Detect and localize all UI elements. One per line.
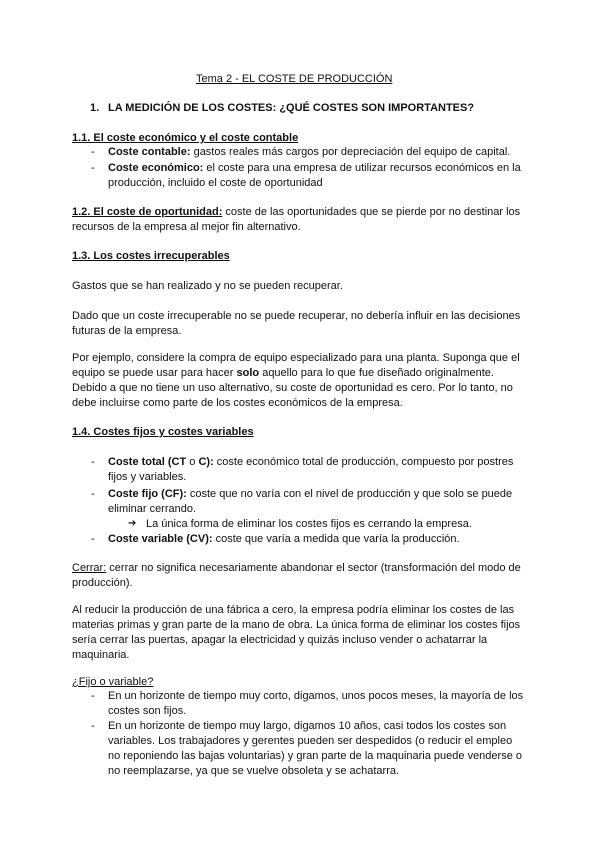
paragraph-line: debe incluirse como parte de los costes económicos de la empresa. <box>72 397 403 409</box>
list-item <box>108 455 513 469</box>
list-item <box>108 161 521 175</box>
list-item-continuation: producción, incluido el coste de oportunidad <box>108 177 323 189</box>
list-item <box>108 532 460 546</box>
definition: gastos reales más cargos por depreciación del equipo de capital. <box>190 146 511 158</box>
paragraph-line: sería cerrar las puertas, apagar la electricidad y quizás incluso vender o achatarrar la <box>72 634 488 646</box>
definition: coste de las oportunidades que se pierde por no destinar los <box>222 206 521 218</box>
term: Coste económico: <box>108 162 204 174</box>
term: Coste contable: <box>108 146 191 158</box>
paragraph-line: Debido a que no tiene un uso alternativo, su coste de oportunidad es cero. Por lo tanto, no <box>72 382 513 394</box>
list-item: En un horizonte de tiempo muy largo, digamos 10 años, casi todos los costes son <box>108 720 507 732</box>
arrow-icon: ➔ <box>128 518 137 529</box>
definition: coste que varía a medida que varía la producción. <box>212 533 460 545</box>
definition: cerrar no significa necesariamente abandonar el sector (transformación del modo de <box>106 562 521 574</box>
paragraph: Gastos que se han realizado y no se pueden recuperar. <box>72 280 343 292</box>
term-cerrar: Cerrar: <box>72 562 107 574</box>
list-item-continuation: eliminar cerrando. <box>108 503 197 515</box>
paragraph-1-2 <box>72 205 520 219</box>
bullet-dash: - <box>91 456 95 468</box>
bullet-dash: - <box>91 720 95 732</box>
list-item-continuation: costes son fijos. <box>108 705 187 717</box>
paragraph-line <box>72 561 521 575</box>
definition: coste que no varía con el nivel de producción y que solo se puede <box>186 488 513 500</box>
list-item <box>108 487 512 501</box>
list-item: En un horizonte de tiempo muy corto, digamos, unos pocos meses, la mayoría de los <box>108 690 524 702</box>
subheading-fijo-variable: ¿Fijo o variable? <box>72 676 154 688</box>
subsection-heading-1-2: 1.2. El coste de oportunidad: <box>72 206 223 218</box>
term: Coste fijo (CF): <box>108 488 187 500</box>
paragraph-line: Por ejemplo, considere la compra de equipo especializado para una planta. Suponga que el <box>72 352 520 364</box>
text: o <box>186 456 199 468</box>
sub-list-item: La única forma de eliminar los costes fijos es cerrando la empresa. <box>146 518 472 530</box>
bullet-dash: - <box>91 146 95 158</box>
list-item <box>108 145 510 159</box>
list-item-continuation: fijos y variables. <box>108 471 187 483</box>
page-title: Tema 2 - EL COSTE DE PRODUCCIÓN <box>196 73 393 85</box>
subsection-heading-1-4: 1.4. Costes fijos y costes variables <box>72 426 254 438</box>
bullet-dash: - <box>91 690 95 702</box>
paragraph-line: Dado que un coste irrecuperable no se puede recuperar, no debería influir en las decisiones <box>72 310 521 322</box>
term: C): <box>198 456 214 468</box>
subsection-heading-1-3: 1.3. Los costes irrecuperables <box>72 250 230 262</box>
paragraph-line: producción). <box>72 577 133 589</box>
list-item-continuation: no reponiendo las bajas voluntarias) y gran parte de la maquinaria puede venderse o <box>108 750 522 762</box>
paragraph-line: materias primas y gran parte de la mano de obra. La única forma de eliminar los costes fijos <box>72 619 521 631</box>
paragraph-line: maquinaria. <box>72 649 130 661</box>
list-item-continuation: variables. Los trabajadores y gerentes pueden ser despedidos (o reducir el empleo <box>108 735 513 747</box>
list-item-continuation: no reemplazarse, ya que se vuelve obsoleta y se achatarra. <box>108 765 400 777</box>
paragraph-line: Al reducir la producción de una fábrica a cero, la empresa podría eliminar los costes de las <box>72 604 515 616</box>
section-heading: LA MEDICIÓN DE LOS COSTES: ¿QUÉ COSTES SON IMPORTANTES? <box>108 102 475 114</box>
term: Coste variable (CV): <box>108 533 213 545</box>
paragraph-line <box>72 366 494 380</box>
subsection-heading-1-1: 1.1. El coste económico y el coste contable <box>72 132 299 144</box>
emphasis: solo <box>236 367 260 379</box>
paragraph-line: futuras de la empresa. <box>72 325 182 337</box>
text: equipo se puede usar para hacer <box>72 367 237 379</box>
section-number: 1. <box>90 102 100 114</box>
paragraph-line: recursos de la empresa al mejor fin alternativo. <box>72 221 301 233</box>
term: Coste total (CT <box>108 456 187 468</box>
definition: coste económico total de producción, compuesto por postres <box>213 456 514 468</box>
bullet-dash: - <box>91 162 95 174</box>
bullet-dash: - <box>91 533 95 545</box>
text: aquello para lo que fue diseñado originalmente. <box>259 367 494 379</box>
bullet-dash: - <box>91 488 95 500</box>
definition: el coste para una empresa de utilizar recursos económicos en la <box>203 162 521 174</box>
